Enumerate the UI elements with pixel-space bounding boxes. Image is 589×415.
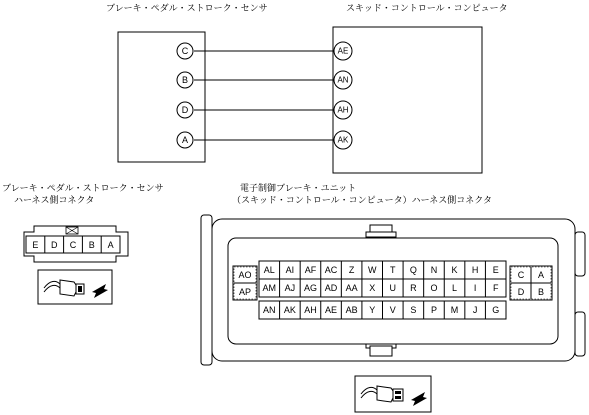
connector-harness-icon [38,270,112,304]
computer-pin-ae: AE [337,46,349,56]
unit-pin-ah: AH [304,305,317,315]
unit-pin-af: AF [304,265,317,275]
computer-pins [334,42,352,149]
sensor-title: ブレーキ・ペダル・ストローク・センサ [106,4,268,14]
unit-pin-ak: AK [283,305,296,315]
computer-box [333,27,482,173]
unit-pin-ao: AO [238,270,252,280]
unit-pin-q: Q [409,265,417,275]
unit-pin-ab: AB [345,305,358,315]
unit-pin-c: C [517,270,525,280]
sensor-pin-d: D [181,105,189,115]
sensor-connector-pin-b: B [88,240,95,250]
unit-pin-v: V [389,305,396,315]
unit-pin-u: U [389,283,397,293]
unit-pin-ap: AP [238,287,252,297]
unit-pin-r: R [410,283,417,293]
sensor-connector-pin-c: C [69,240,77,250]
unit-connector-title-1: 電子制御ブレーキ・ユニット [240,184,357,194]
unit-pin-w: W [367,265,377,275]
unit-pin-aj: AJ [284,283,296,293]
unit-pin-p: P [430,305,437,315]
unit-pin-aa: AA [345,283,358,293]
sensor-connector-pin-d: D [50,240,58,250]
unit-pin-ad: AD [324,283,338,293]
sensor-pins [177,43,193,148]
sensor-connector-title-2: ハーネス側コネクタ [14,196,95,206]
sensor-pin-b: B [181,75,189,85]
unit-pin-an: AN [263,305,276,315]
unit-pin-h: H [471,265,479,275]
unit-pin-i: I [473,283,477,293]
unit-pin-k: K [451,265,458,275]
unit-pin-f: F [492,283,499,293]
computer-pin-ak: AK [337,135,349,145]
computer-pin-an: AN [337,75,349,85]
unit-pin-o: O [430,283,438,293]
sensor-connector-pin-a: A [107,240,114,250]
unit-pin-z: Z [348,265,355,275]
sensor-connector-pin-e: E [32,240,39,250]
unit-pin-j: J [472,305,478,315]
unit-pin-ac: AC [324,265,338,275]
unit-pin-g: G [492,305,500,315]
sensor-pin-c: C [181,46,189,56]
sensor-pin-a: A [181,135,189,145]
unit-pin-al: AL [263,265,275,275]
unit-pin-m: M [450,305,459,315]
sensor-connector [24,226,128,262]
unit-pin-b: B [537,287,545,297]
unit-pin-x: X [369,283,376,293]
connector-harness-icon [355,376,431,412]
unit-connector-title-2: （スキッド・コントロール・コンピュータ）ハーネス側コネクタ [232,196,493,206]
sensor-connector-title-1: ブレーキ・ペダル・ストローク・センサ [2,184,164,194]
unit-connector [201,215,585,365]
unit-pin-a: A [537,270,545,280]
unit-pin-ag: AG [303,283,317,293]
unit-pin-ae: AE [325,305,338,315]
unit-pin-ai: AI [285,265,295,275]
unit-pin-t: T [390,265,396,275]
unit-pin-l: L [452,283,458,293]
unit-pin-y: Y [369,305,376,315]
unit-pin-am: AM [262,283,277,293]
wires [194,51,335,140]
unit-pin-s: S [410,305,417,315]
unit-pin-n: N [430,265,438,275]
unit-pin-d: D [517,287,525,297]
unit-pin-e: E [492,265,499,275]
computer-pin-ah: AH [337,105,349,115]
computer-title: スキッド・コントロール・コンピュータ [346,4,508,14]
